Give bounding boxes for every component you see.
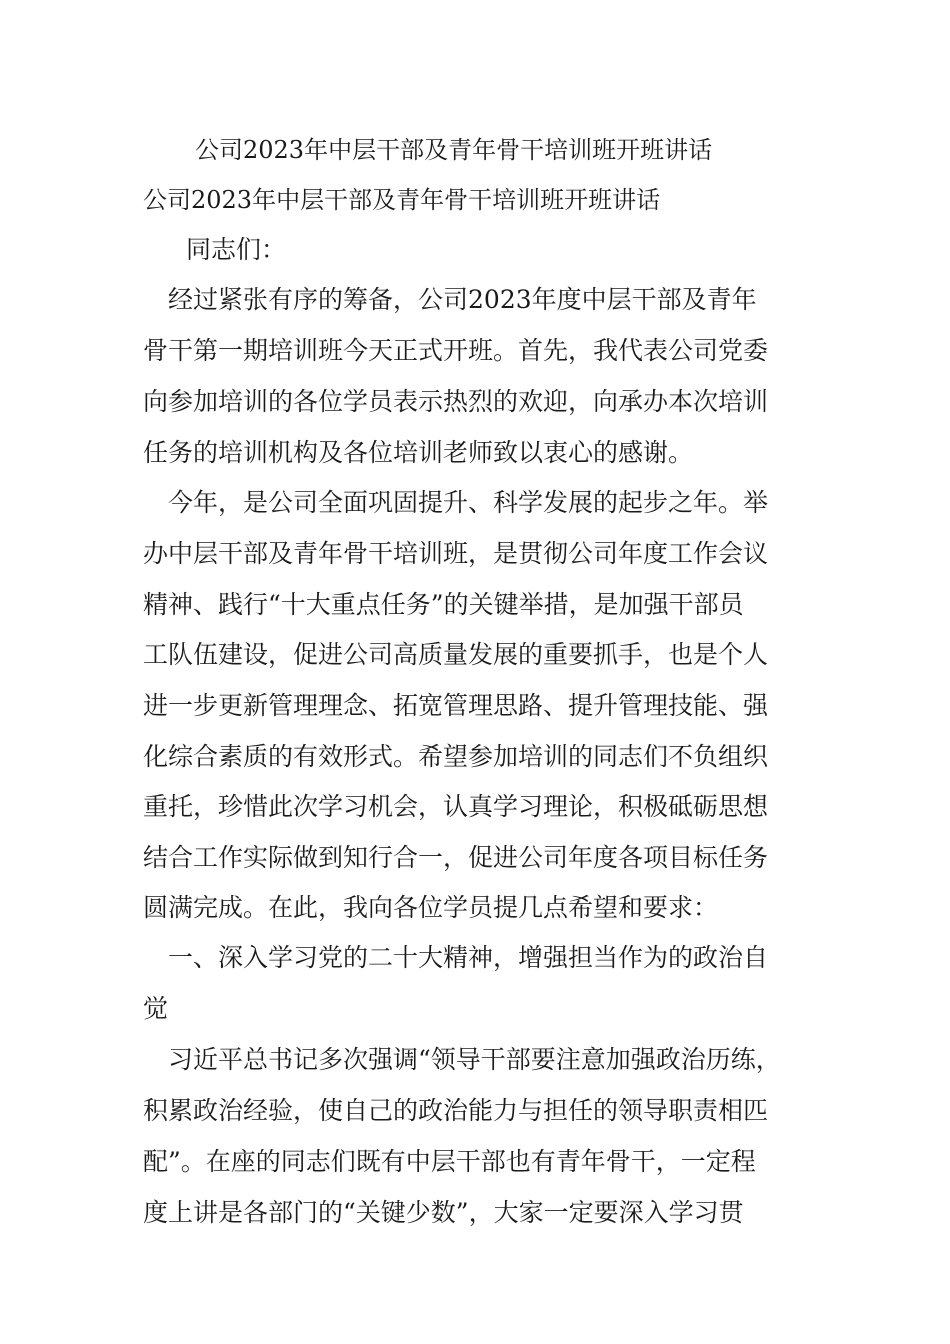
paragraph-line: 任务的培训机构及各位培训老师致以衷心的感谢。 bbox=[143, 438, 694, 467]
paragraph-line: 向参加培训的各位学员表示热烈的欢迎，向承办本次培训 bbox=[143, 387, 769, 416]
paragraph-line: 圆满完成。在此，我向各位学员提几点希望和要求： bbox=[143, 893, 719, 922]
paragraph-line: 骨干第一期培训班今天正式开班。首先，我代表公司党委 bbox=[143, 336, 769, 365]
section-heading-line: 觉 bbox=[143, 994, 169, 1023]
paragraph-line: 办中层干部及青年骨干培训班，是贯彻公司年度工作会议 bbox=[143, 539, 769, 568]
paragraph-line: 工队伍建设，促进公司高质量发展的重要抓手，也是个人 bbox=[143, 640, 769, 669]
paragraph-line: 结合工作实际做到知行合一，促进公司年度各项目标任务 bbox=[143, 843, 769, 872]
paragraph-line: 今年，是公司全面巩固提升、科学发展的起步之年。举 bbox=[143, 488, 769, 517]
paragraph-line: 重托，珍惜此次学习机会，认真学习理论，积极砥砺思想 bbox=[143, 792, 769, 821]
paragraph-line: 度上讲是各部门的“关键少数”，大家一定要深入学习贯 bbox=[143, 1198, 744, 1227]
paragraph-line: 积累政治经验，使自己的政治能力与担任的领导职责相匹 bbox=[143, 1096, 769, 1125]
document-subtitle: 公司2023年中层干部及青年骨干培训班开班讲话 bbox=[143, 186, 661, 214]
paragraph-line: 化综合素质的有效形式。希望参加培训的同志们不负组织 bbox=[143, 742, 769, 771]
paragraph-line: 精神、践行“十大重点任务”的关键举措，是加强干部员 bbox=[143, 590, 744, 619]
paragraph-line: 配”。在座的同志们既有中层干部也有青年骨干，一定程 bbox=[143, 1147, 756, 1176]
paragraph-line: 经过紧张有序的筹备，公司2023年度中层干部及青年 bbox=[143, 285, 757, 314]
paragraph-line: 进一步更新管理理念、拓宽管理思路、提升管理技能、强 bbox=[143, 691, 769, 720]
document-title: 公司2023年中层干部及青年骨干培训班开班讲话 bbox=[195, 136, 713, 164]
salutation: 同志们： bbox=[186, 235, 287, 264]
paragraph-line: 习近平总书记多次强调“领导干部要注意加强政治历练， bbox=[143, 1045, 781, 1074]
section-heading-line: 一、深入学习党的二十大精神，增强担当作为的政治自 bbox=[143, 943, 769, 972]
